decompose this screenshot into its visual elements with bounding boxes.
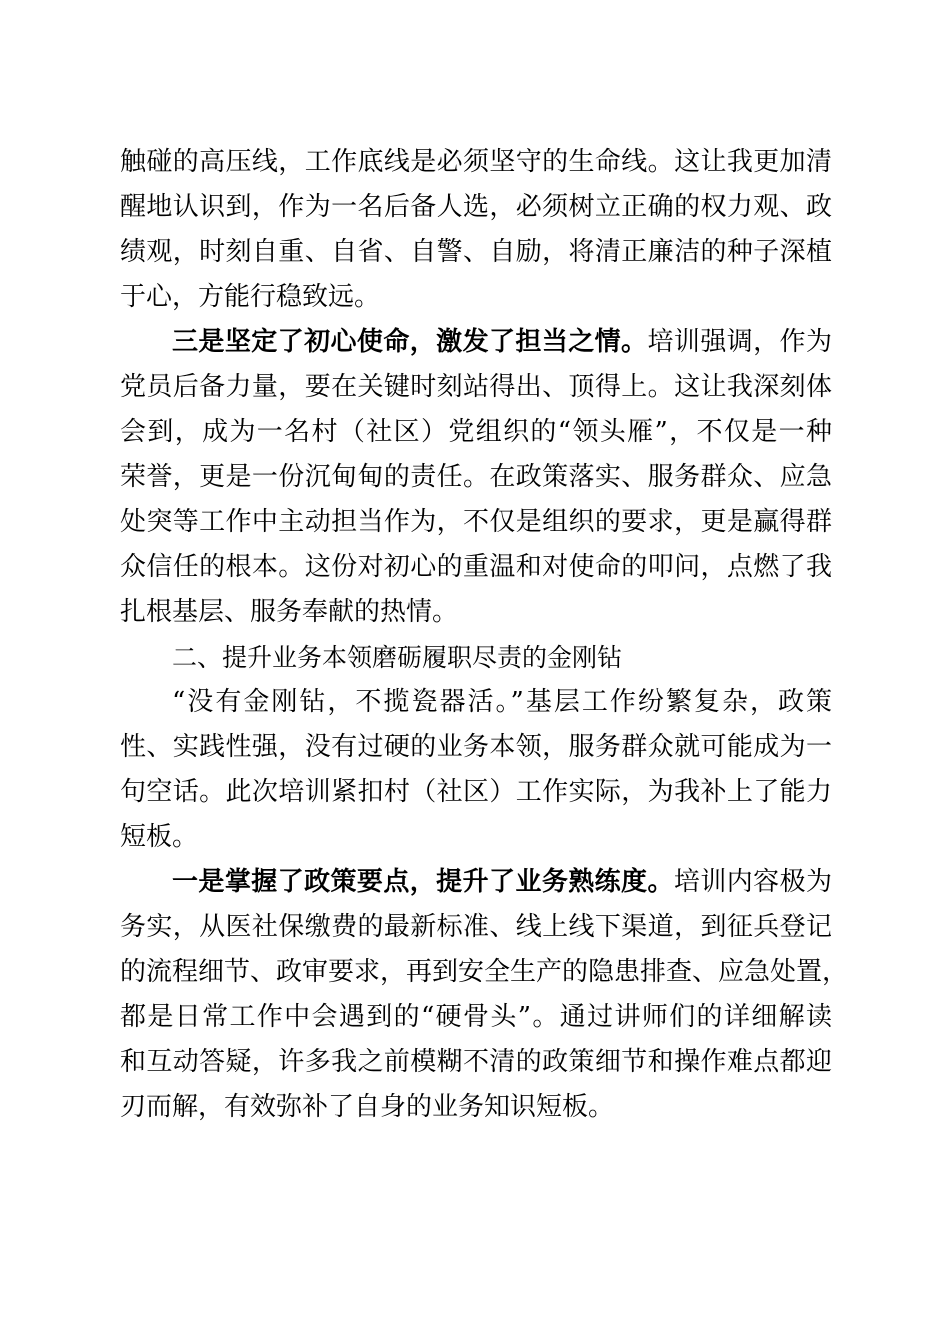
text-line: 性、实践性强，没有过硬的业务本领，服务群众就可能成为一 <box>120 732 832 762</box>
text-line: 醒地认识到，作为一名后备人选，必须树立正确的权力观、政 <box>120 192 832 222</box>
text-line: 处突等工作中主动担当作为，不仅是组织的要求，更是赢得群 <box>120 507 832 537</box>
paragraph-skills-intro <box>120 680 832 860</box>
text-span: 培训内容极为 <box>673 867 832 897</box>
text-line <box>120 860 832 905</box>
text-line: 绩观，时刻自重、自省、自警、自励，将清正廉洁的种子深植 <box>120 237 832 267</box>
text-line: 务实，从医社保缴费的最新标准、线上线下渠道，到征兵登记 <box>120 912 832 942</box>
text-line: 短板。 <box>120 822 199 852</box>
text-line: 和互动答疑，许多我之前模糊不清的政策细节和操作难点都迎 <box>120 1047 832 1077</box>
text-line: 的流程细节、政审要求，再到安全生产的隐患排查、应急处置， <box>120 957 849 987</box>
paragraph-policy <box>120 860 849 1130</box>
text-line: “没有金刚钻，不揽瓷器活。”基层工作纷繁复杂，政策 <box>172 687 832 717</box>
text-line: 会到，成为一名村（社区）党组织的“领头雁”，不仅是一种 <box>120 417 832 447</box>
text-line: 荣誉，更是一份沉甸甸的责任。在政策落实、服务群众、应急 <box>120 462 832 492</box>
section-heading: 二、提升业务本领磨砺履职尽责的金刚钻 <box>172 643 623 672</box>
paragraph-lead: 三是坚定了初心使命，激发了担当之情。 <box>172 327 648 357</box>
text-line: 刃而解，有效弥补了自身的业务知识短板。 <box>120 1092 615 1122</box>
paragraph-integrity <box>120 140 832 320</box>
document-body <box>120 140 849 1130</box>
text-line: 于心，方能行稳致远。 <box>120 282 381 312</box>
text-line: 党员后备力量，要在关键时刻站得出、顶得上。这让我深刻体 <box>120 372 832 402</box>
text-line: 句空话。此次培训紧扣村（社区）工作实际，为我补上了能力 <box>120 777 832 807</box>
paragraph-lead: 一是掌握了政策要点，提升了业务熟练度。 <box>172 867 674 897</box>
text-span: 培训强调，作为 <box>647 327 832 357</box>
text-line: 都是日常工作中会遇到的“硬骨头”。通过讲师们的详细解读 <box>120 1002 832 1032</box>
paragraph-mission <box>120 320 832 635</box>
text-line: 扎根基层、服务奉献的热情。 <box>120 597 459 627</box>
text-line: 众信任的根本。这份对初心的重温和对使命的叩问，点燃了我 <box>120 552 832 582</box>
text-line: 触碰的高压线，工作底线是必须坚守的生命线。这让我更加清 <box>120 147 832 177</box>
text-line <box>120 320 832 365</box>
